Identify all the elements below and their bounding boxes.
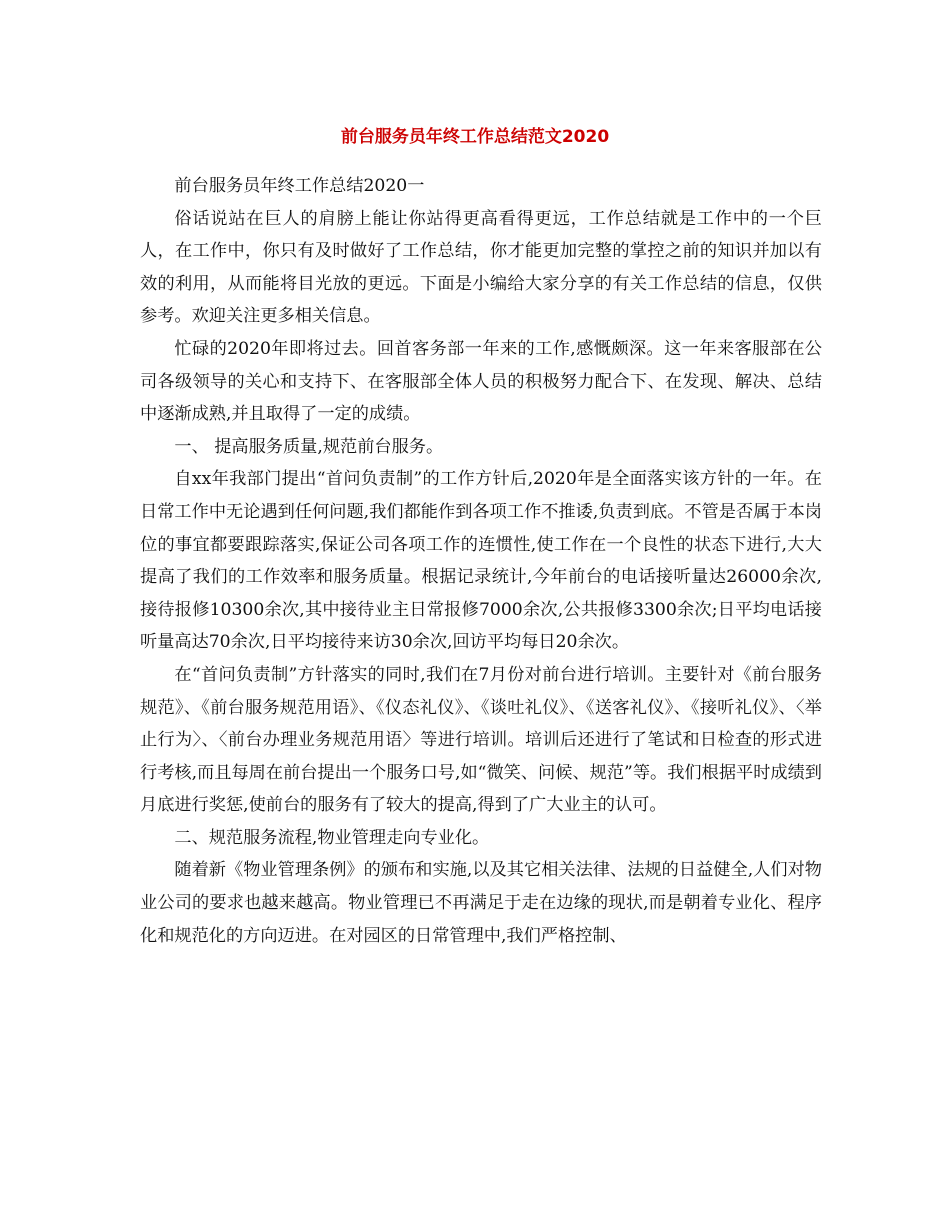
document-body (140, 170, 822, 952)
paragraph: 随着新《物业管理条例》的颁布和实施,以及其它相关法律、法规的日益健全,人们对物业公司的要求也越来越高。物业管理已不再满足于走在边缘的现状,而是朝着专业化、程序化和规范化的方向迈进。在对园区的日常管理中,我们严格控制、 (140, 860, 822, 946)
paragraph: 自xx年我部门提出“首问负责制”的工作方针后,2020年是全面落实该方针的一年。在日常工作中无论遇到任何问题,我们都能作到各项工作不推诿,负责到底。不管是否属于本岗位的事宜都要跟踪落实,保证公司各项工作的连惯性,使工作在一个良性的状态下进行,大大提高了我们的工作效率和服务质量。根据记录统计,今年前台的电话接听量达26000余次,接待报修10300余次,其中接待业主日常报修7000余次,公共报修3300余次;日平均电话接听量高达70余次,日平均接待来访30余次,回访平均每日20余次。 (140, 469, 822, 653)
paragraph: 忙碌的2020年即将过去。回首客务部一年来的工作,感慨颇深。这一年来客服部在公司各级领导的关心和支持下、在客服部全体人员的积极努力配合下、在发现、解决、总结中逐渐成熟,并且取得了一定的成绩。 (140, 338, 822, 425)
paragraph: 俗话说站在巨人的肩膀上能让你站得更高看得更远，工作总结就是工作中的一个巨人，在工作中，你只有及时做好了工作总结，你才能更加完整的掌控之前的知识并加以有效的利用，从而能将目光放的更远。下面是小编给大家分享的有关工作总结的信息，仅供参考。欢迎关注更多相关信息。 (140, 208, 822, 327)
paragraph: 在“首问负责制”方针落实的同时,我们在7月份对前台进行培训。主要针对《前台服务规范》、《前台服务规范用语》、《仪态礼仪》、《谈吐礼仪》、《送客礼仪》、《接听礼仪》、〈举止行为〉、〈前台办理业务规范用语〉等进行培训。培训后还进行了笔试和日检查的形式进行考核,而且每周在前台提出一个服务口号,如“微笑、问候、规范”等。我们根据平时成绩到月底进行奖惩,使前台的服务有了较大的提高,得到了广大业主的认可。 (140, 664, 822, 816)
section-heading: 前台服务员年终工作总结2020一 (174, 176, 425, 196)
section-heading: 二、规范服务流程,物业管理走向专业化。 (174, 827, 490, 848)
document-title: 前台服务员年终工作总结范文2020 (340, 127, 610, 147)
section-heading: 一、 提高服务质量,规范前台服务。 (174, 436, 444, 457)
